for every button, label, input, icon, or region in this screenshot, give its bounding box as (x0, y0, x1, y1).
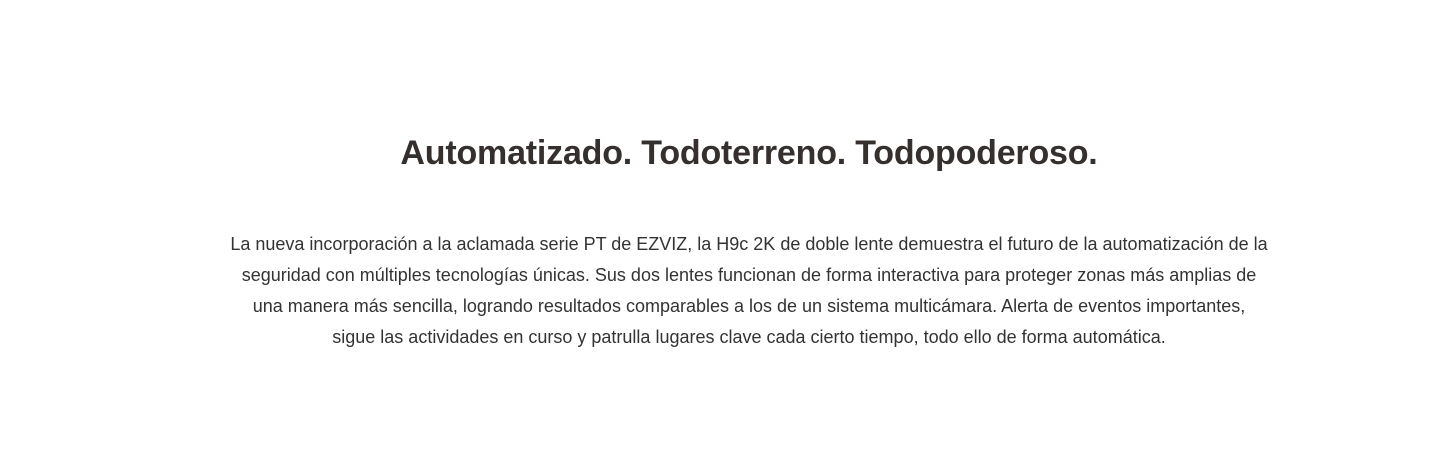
section-description: La nueva incorporación a la aclamada serie PT de EZVIZ, la H9c 2K de doble lente demuestra el futuro de la automatización de la seguridad con múltiples tecnologías únicas. Sus dos lentes funcionan de forma interactiva para proteger zonas más amplias de una manera más sencilla, logrando resultados comparables a los de un sistema multicámara. Alerta de eventos importantes, sigue las actividades en curso y patrulla lugares clave cada cierto tiempo, todo ello de forma automática. (230, 234, 1268, 347)
section-title: Automatizado. Todoterreno. Todopoderoso. (400, 134, 1098, 172)
product-intro-section (229, 0, 1269, 353)
